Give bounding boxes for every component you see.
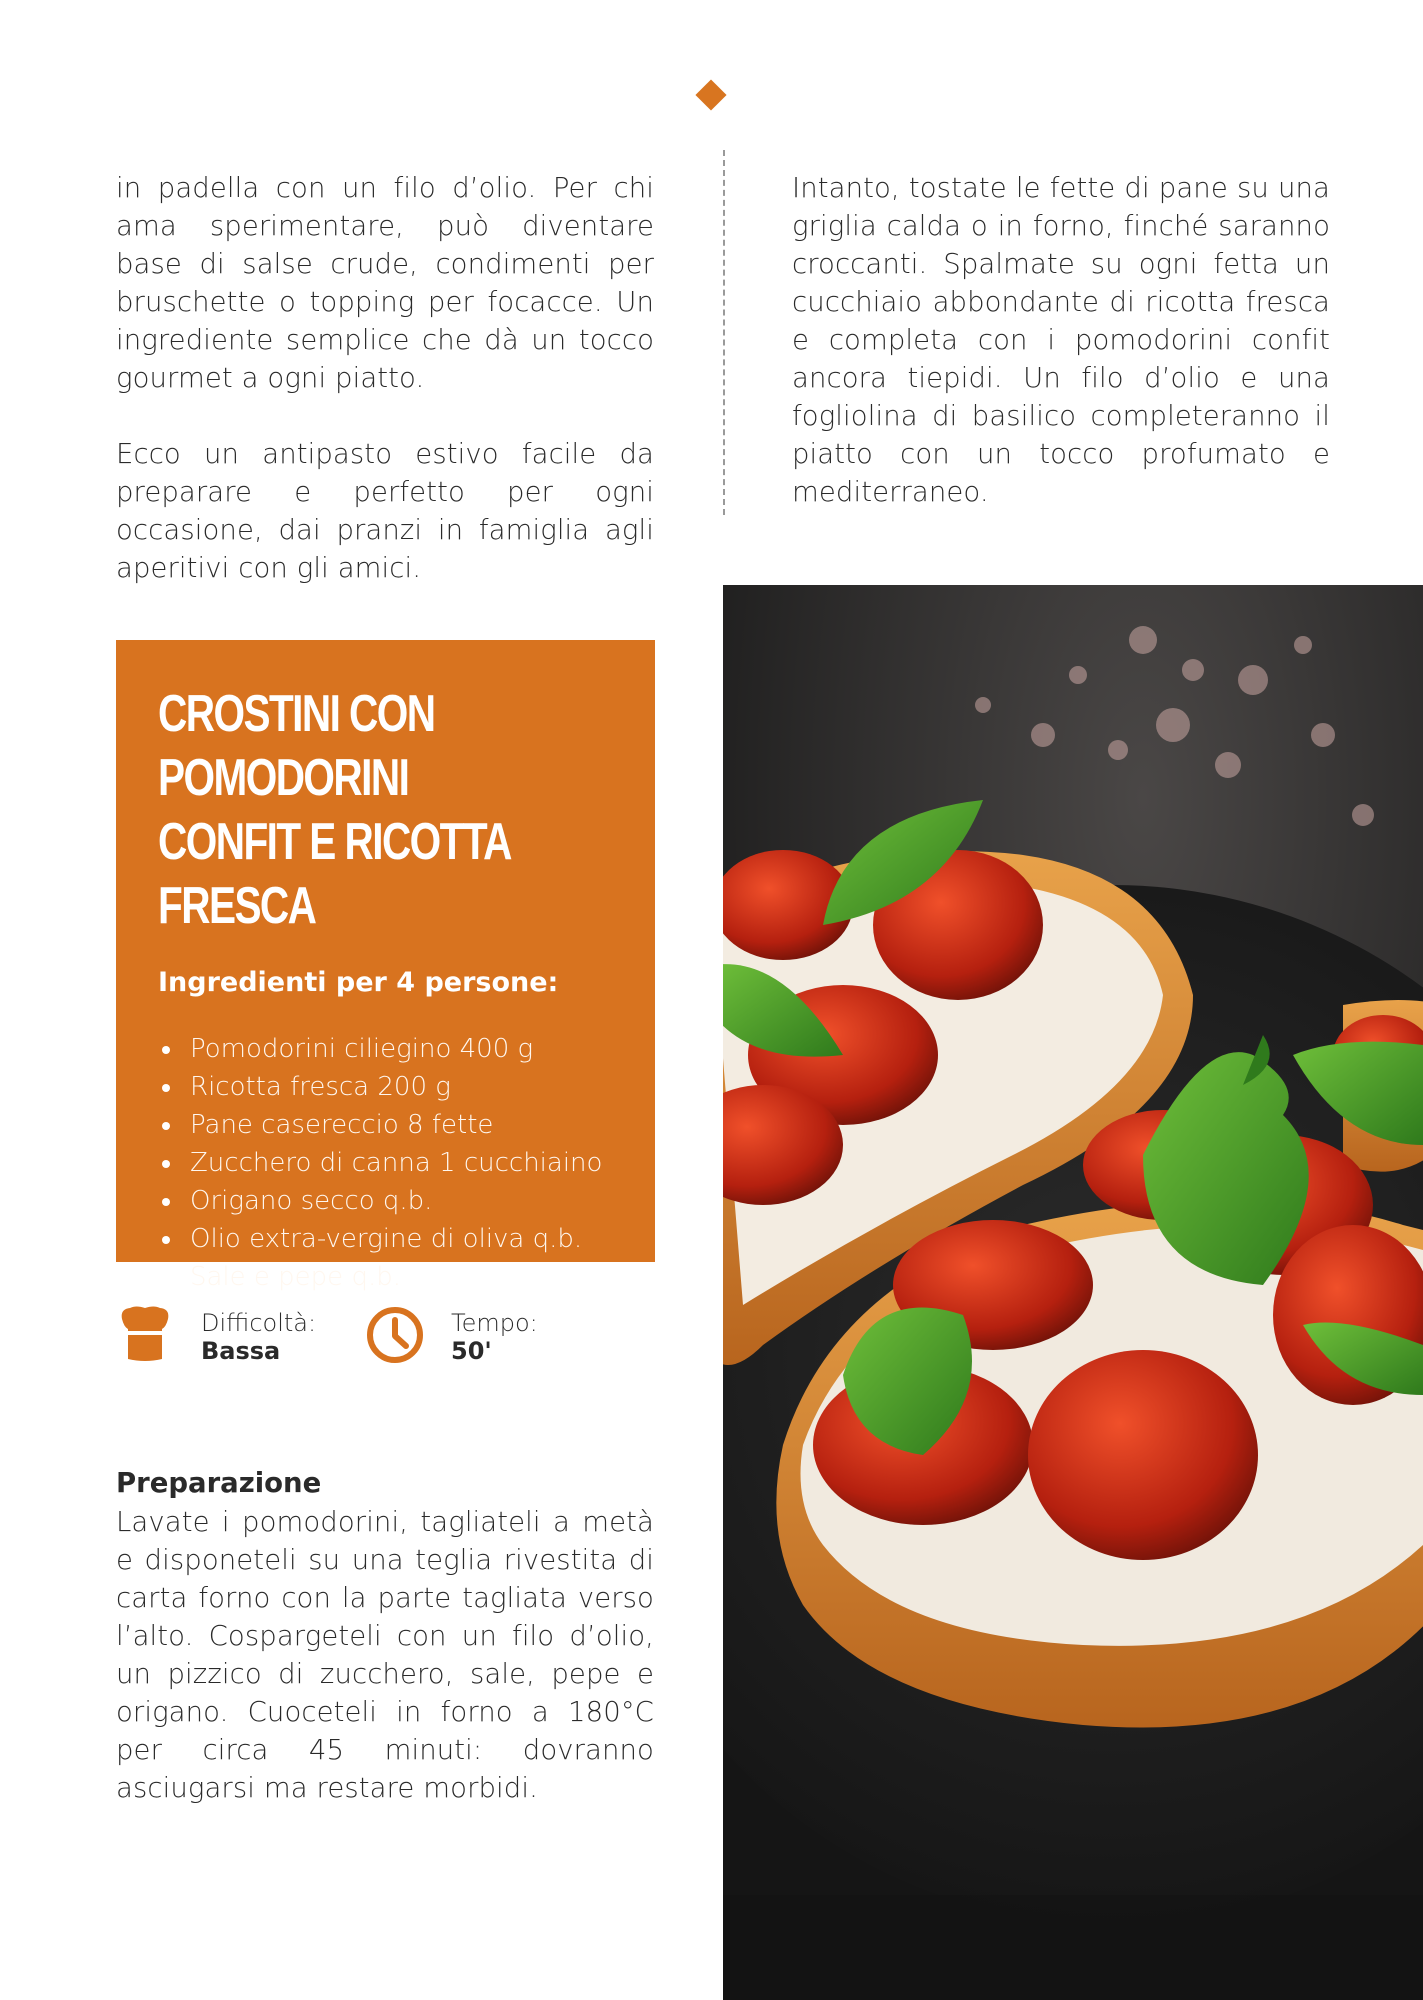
recipe-title [158,682,626,938]
ingredients-heading: Ingredienti per 4 persone: [158,967,559,998]
chef-hat-icon [116,1305,174,1365]
recipe-title-line-1: CROSTINI CON POMODORINI [158,685,435,807]
difficulty-info [116,1305,346,1365]
recipe-title-line-2: CONFIT E RICOTTA FRESCA [158,813,510,935]
time-info [366,1305,616,1365]
ingredient-item: Pomodorini ciliegino 400 g [158,1030,615,1068]
difficulty-label: Difficoltà: [201,1309,317,1337]
time-label: Tempo: [451,1309,538,1337]
clock-icon [366,1305,424,1365]
crostini-photo-illustration [723,585,1423,2000]
ingredient-item: Origano secco q.b. [158,1182,615,1220]
crostini-photo [723,585,1423,2000]
intro-paragraph-1: in padella con un filo d’olio. Per chi ama sperimentare, può diventare base di salse crude, condimenti per bruschette o topping per focacce. Un ingrediente semplice che dà un tocco gourmet a ogni piatto. [116,172,654,394]
intro-paragraph-2: Ecco un antipasto estivo facile da preparare e perfetto per ogni occasione, dai pranzi in famiglia agli aperitivi con gli amici. [116,438,654,584]
time-value: 50' [451,1337,492,1365]
preparation-heading: Preparazione [116,1467,322,1499]
ingredient-item: Pane casereccio 8 fette [158,1106,615,1144]
ingredients-list [158,1030,615,1296]
right-column-paragraph: Intanto, tostate le fette di pane su una griglia calda o in forno, finché saranno croccanti. Spalmate su ogni fetta un cucchiaio abbondante di ricotta fresca e completa con i pomodorini confit ancora tiepidi. Un filo d’olio e una fogliolina di basilico completeranno il piatto con un tocco profumato e mediterraneo. [792,172,1330,508]
preparation-text: Lavate i pomodorini, tagliateli a metà e disponeteli su una teglia rivestita di carta forno con la parte tagliata verso l’alto. Cospargeteli con un filo d’olio, un pizzico di zucchero, sale, pepe e origano. Cuoceteli in forno a 180°C per circa 45 minuti: dovranno asciugarsi ma restare morbidi. [116,1506,654,1804]
ingredient-item: Sale e pepe q.b. [158,1258,615,1296]
difficulty-value: Bassa [201,1337,281,1365]
recipe-card [116,640,655,1292]
diamond-ornament-icon [695,79,726,110]
ingredient-item: Zucchero di canna 1 cucchiaino [158,1144,615,1182]
ingredient-item: Ricotta fresca 200 g [158,1068,615,1106]
column-divider [723,150,725,515]
ingredient-item: Olio extra-vergine di oliva q.b. [158,1220,615,1258]
